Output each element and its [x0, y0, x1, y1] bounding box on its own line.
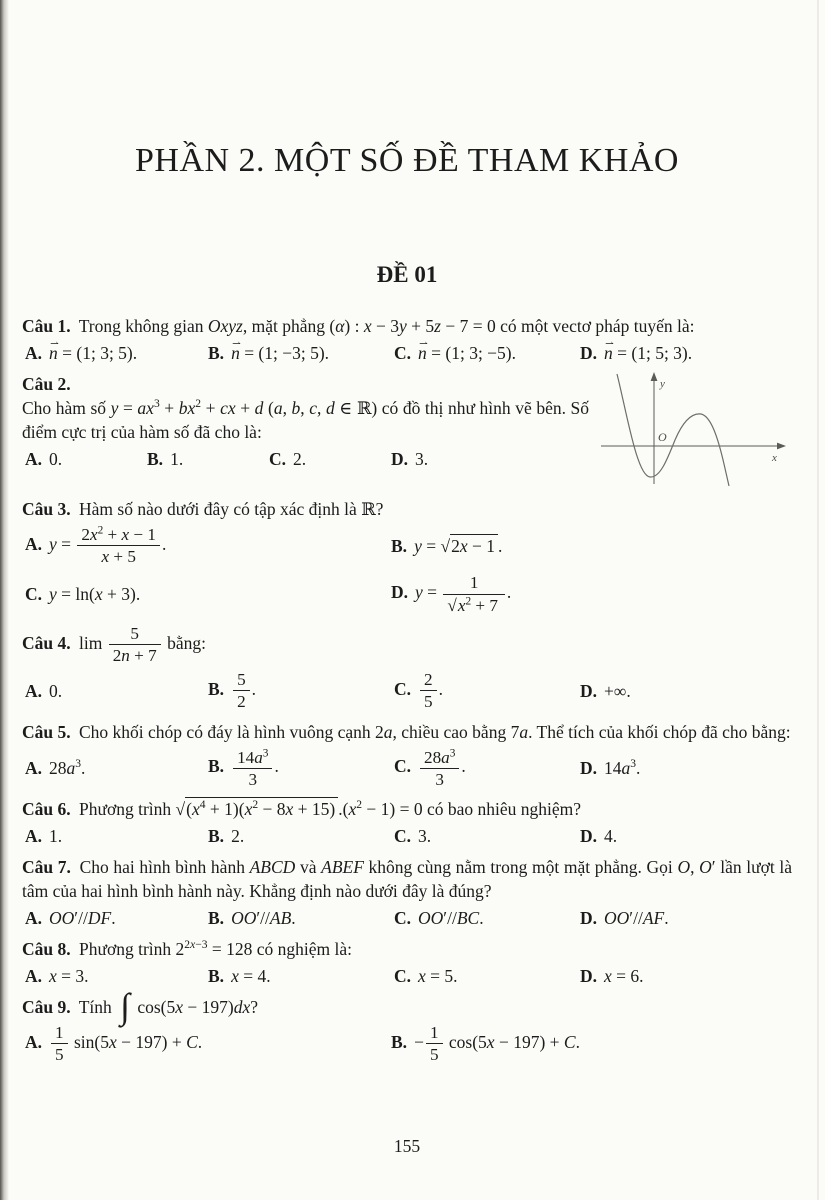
option-key: D.: [580, 680, 598, 701]
option-item: [22, 679, 205, 703]
option-key: D.: [580, 758, 598, 779]
option-key: A.: [25, 826, 43, 847]
question-body: Tính ∫ cos(5x − 197)dx?: [78, 986, 259, 1027]
question-body: Cho khối chóp có đáy là hình vuông cạnh 2a, chiều cao bằng 7a. Thể tích của khối chóp đã cho bằng:: [79, 721, 791, 742]
option-text: $14a^3$.: [604, 758, 641, 779]
option-text: $\frac{5}{2}$ .: [231, 679, 256, 699]
option-item: [391, 964, 577, 988]
question-block: [22, 623, 792, 713]
question-block: [22, 372, 792, 490]
option-key: D.: [580, 908, 598, 929]
option-text: ⇀ n = (1; −3; 5).: [231, 343, 329, 363]
option-text: 4.: [604, 826, 618, 847]
option-key: C.: [269, 449, 287, 469]
option-key: A.: [25, 680, 43, 701]
option-text: x = 3.: [49, 966, 89, 987]
option-key: D.: [391, 582, 409, 603]
option-text: 1.: [49, 826, 63, 847]
option-item: [391, 824, 577, 848]
option-key: A.: [25, 908, 43, 929]
origin-label: O: [658, 430, 667, 444]
y-axis-label: y: [660, 378, 665, 390]
options-row: [22, 524, 792, 616]
option-item: [388, 572, 792, 615]
option-text: x = 4.: [231, 966, 271, 987]
option-key: B.: [208, 826, 225, 847]
option-key: B.: [147, 449, 164, 469]
cubic-curve: [617, 374, 729, 486]
option-text: ⇀ n = (1; 5; 3).: [604, 343, 692, 363]
option-text: y = $\frac{1}{√x^2 + 7}$ .: [415, 573, 512, 615]
option-text: 0.: [49, 449, 63, 469]
options-row: [22, 1022, 792, 1065]
questions-list: [22, 314, 792, 1065]
option-text: OO′//AB.: [231, 908, 296, 929]
option-text: − $\frac{1}{5}$ cos(5x − 197) + C.: [414, 1023, 580, 1065]
option-text: $\frac{1}{5}$ sin(5x − 197) + C.: [49, 1032, 202, 1052]
question-label: Câu 1.: [22, 316, 71, 336]
option-item: [577, 679, 792, 703]
option-item: [391, 906, 577, 930]
option-text: y = $\frac{2x^2 + x - 1}{x + 5}$ .: [49, 524, 167, 567]
option-key: A.: [25, 966, 43, 987]
option-text: 2.: [231, 826, 245, 847]
question-label: Câu 5.: [22, 721, 71, 742]
question-block: [22, 855, 792, 930]
option-item: [577, 906, 792, 930]
question-label: Câu 4.: [22, 632, 71, 653]
option-item: [577, 341, 792, 365]
option-item: [391, 669, 577, 712]
option-text: $\frac{28a^3}{3}$ .: [418, 756, 466, 776]
option-text: $\frac{2}{5}$ .: [418, 679, 443, 699]
option-text: $28a^3$.: [49, 758, 86, 779]
option-item: [22, 964, 205, 988]
option-item: [577, 756, 792, 780]
option-text: OO′//DF.: [49, 908, 116, 929]
options-row: [22, 669, 792, 712]
option-key: C.: [25, 584, 43, 605]
option-item: [22, 756, 205, 780]
option-key: B.: [208, 966, 225, 987]
option-key: B.: [391, 535, 408, 556]
option-item: [205, 341, 391, 365]
option-key: B.: [208, 343, 225, 363]
part-title: PHẦN 2. MỘT SỐ ĐỀ THAM KHẢO: [134, 142, 679, 179]
question-label: Câu 3.: [22, 499, 71, 519]
option-item: [22, 824, 205, 848]
options-row: [22, 447, 589, 471]
option-text: y = ln(x + 3).: [49, 584, 141, 605]
option-text: y = √2x − 1 .: [414, 535, 503, 556]
question-body: Hàm số nào dưới đây có tập xác định là ℝ?: [79, 499, 384, 519]
option-item: [205, 906, 391, 930]
option-text: ⇀ n = (1; 3; 5).: [49, 343, 137, 363]
question-block: [22, 937, 792, 988]
question-label: Câu 9.: [22, 997, 71, 1018]
option-key: C.: [394, 756, 412, 777]
question-label: Câu 7.: [22, 857, 71, 878]
option-key: B.: [208, 756, 225, 777]
option-key: B.: [391, 1031, 408, 1052]
cubic-graph-figure: [597, 372, 792, 490]
option-key: C.: [394, 908, 412, 929]
cubic-graph-svg: [597, 372, 789, 490]
option-key: D.: [391, 449, 409, 469]
question-body: Trong không gian Oxyz, mặt phẳng (α) : x − 3y + 5z − 7 = 0 có một vectơ pháp tuyến là:: [78, 316, 695, 336]
question-block: [22, 720, 792, 790]
option-text: +∞.: [604, 680, 631, 701]
scan-edge-line: [817, 0, 819, 1200]
option-item: [391, 341, 577, 365]
question-body: Cho hai hình bình hành ABCD và ABEF không cùng nằm trong một mặt phẳng. Gọi O, O′ lần lượt là tâm của hai hình bình hành này. Khẳng định nào dưới đây là đúng?: [22, 857, 793, 902]
option-key: D.: [580, 826, 598, 847]
option-item: [22, 341, 205, 365]
question-block: [22, 314, 792, 365]
option-item: [22, 1022, 388, 1065]
question-label: Câu 2.: [22, 374, 71, 394]
options-row: [22, 747, 792, 790]
option-item: [144, 447, 266, 471]
option-item: [388, 1022, 792, 1065]
option-item: [391, 747, 577, 790]
page-number: 155: [393, 1136, 421, 1156]
option-item: [205, 669, 391, 712]
x-axis-label: x: [772, 452, 777, 464]
option-item: [577, 964, 792, 988]
question-body: Phương trình $√(x^4 + 1)(x^2 - 8x + 15) .(x^2 - 1) = 0$ có bao nhiêu nghiệm?: [79, 799, 581, 820]
question-block: [22, 497, 792, 616]
option-item: [205, 964, 391, 988]
options-row: [22, 824, 792, 848]
option-text: ⇀ n = (1; 3; −5).: [418, 343, 516, 363]
option-key: C.: [394, 966, 412, 987]
option-key: B.: [208, 678, 225, 699]
option-text: 3.: [418, 826, 432, 847]
option-text: OO′//AF.: [604, 908, 669, 929]
option-key: A.: [25, 533, 43, 554]
option-text: 2.: [293, 449, 307, 469]
option-item: [266, 447, 388, 471]
y-axis-arrow: [651, 372, 658, 381]
option-key: D.: [580, 966, 598, 987]
option-text: 3.: [415, 449, 429, 469]
option-key: A.: [25, 1031, 43, 1052]
question-block: [22, 986, 792, 1065]
options-row: [22, 341, 792, 365]
option-text: 0.: [49, 680, 63, 701]
option-item: [22, 447, 144, 471]
question-body: lim $\frac{5}{2n + 7}$ bằng:: [79, 623, 206, 666]
option-text: OO′//BC.: [418, 908, 484, 929]
exam-title: ĐỀ 01: [376, 262, 438, 287]
scan-edge-shadow: [0, 0, 9, 1200]
option-key: D.: [580, 343, 598, 363]
option-item: [22, 524, 388, 567]
option-key: B.: [208, 908, 225, 929]
question-body: Cho hàm số $y = ax^3 + bx^2$ + cx + d (a, b, c, d ∈ ℝ) có đồ thị như hình vẽ bên. Số điểm cực trị của hàm số đã cho là:: [22, 398, 590, 442]
question-body: Phương trình $2^{2x-3} = 128$ có nghiệm là:: [79, 939, 352, 960]
option-item: [388, 534, 792, 558]
option-text: 1.: [170, 449, 184, 469]
option-item: [577, 824, 792, 848]
option-item: [205, 824, 391, 848]
option-item: [205, 747, 391, 790]
question-block: [22, 797, 792, 848]
option-text: $\frac{14a^3}{3}$ .: [231, 756, 279, 776]
document-page: [22, 0, 793, 1156]
option-key: C.: [394, 678, 412, 699]
option-key: C.: [394, 343, 412, 363]
option-text: x = 6.: [604, 966, 644, 987]
option-item: [22, 582, 388, 606]
option-item: [388, 447, 589, 471]
options-row: [22, 906, 792, 930]
option-text: x = 5.: [418, 966, 458, 987]
question-label: Câu 6.: [22, 799, 71, 820]
options-row: [22, 964, 792, 988]
option-key: A.: [25, 343, 43, 363]
x-axis-arrow: [777, 443, 786, 450]
option-item: [22, 906, 205, 930]
option-key: A.: [25, 449, 43, 469]
option-key: A.: [25, 758, 43, 779]
option-key: C.: [394, 826, 412, 847]
question-label: Câu 8.: [22, 939, 71, 960]
